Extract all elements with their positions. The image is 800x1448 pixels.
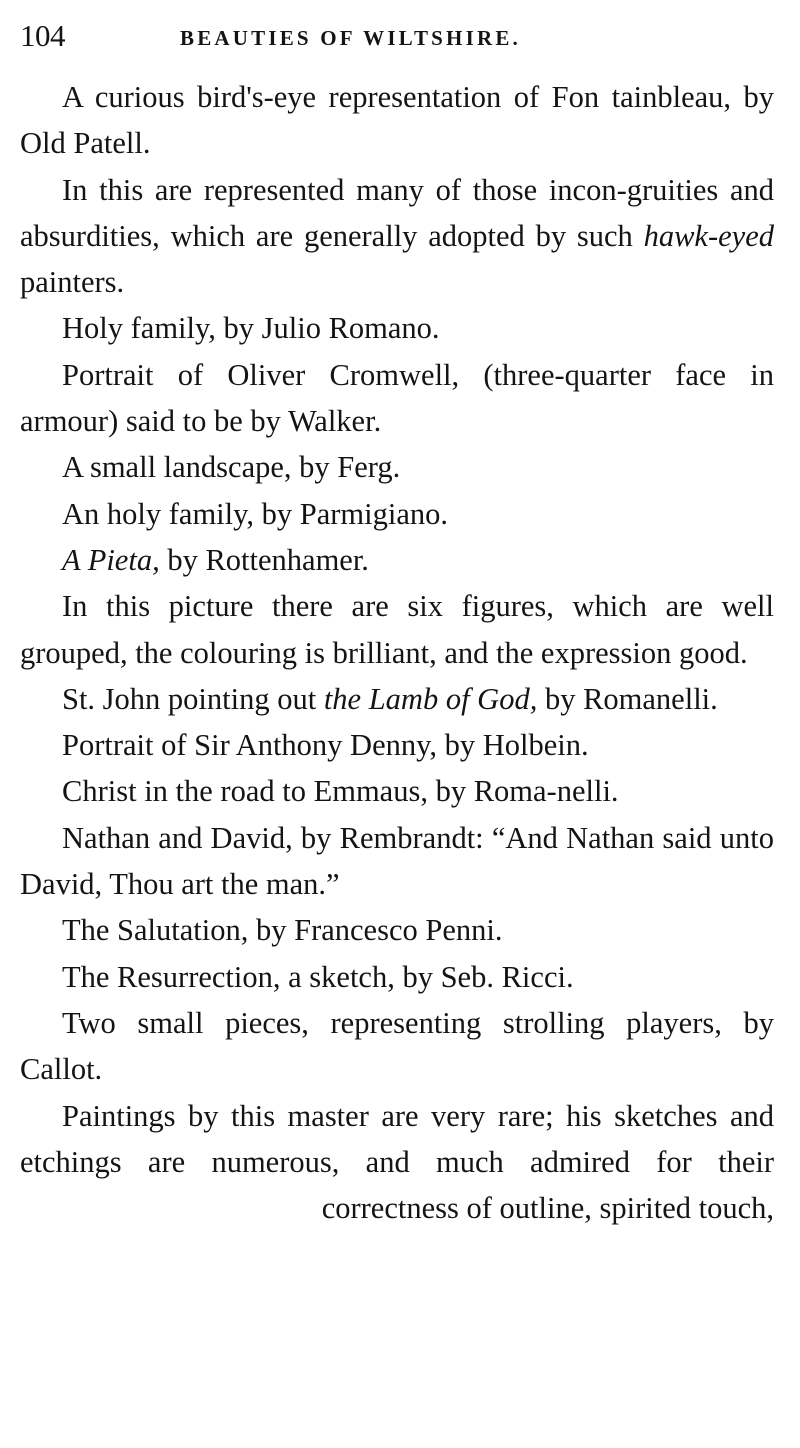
- paragraph: [20, 305, 774, 351]
- paragraph: [20, 352, 774, 445]
- text-run: Holy family, by Julio Romano.: [62, 311, 440, 346]
- text-run: Two small pieces, representing strolling players, by Callot.: [20, 1005, 774, 1087]
- text-run: Portrait of Sir Anthony Denny, by Holbein.: [62, 728, 589, 763]
- paragraph: [20, 583, 774, 676]
- page-number: 104: [20, 18, 65, 53]
- paragraph: [20, 537, 774, 583]
- text-run: The Salutation, by Francesco Penni.: [62, 913, 503, 948]
- text-run: The Resurrection, a sketch, by Seb. Ricci.: [62, 959, 574, 994]
- paragraph: [20, 1000, 774, 1093]
- paragraph: [20, 907, 774, 953]
- book-page: [20, 0, 774, 1448]
- paragraph: [20, 167, 774, 306]
- paragraph: [20, 676, 774, 722]
- paragraph: [20, 768, 774, 814]
- text-run: A small landscape, by Ferg.: [62, 450, 401, 485]
- text-run: In this picture there are six figures, which are well grouped, the colouring is brilliant, and the expression good.: [20, 589, 774, 670]
- italic-text-run: the Lamb of God,: [323, 681, 538, 716]
- paragraph: [20, 444, 774, 490]
- body-text: [20, 74, 774, 1231]
- page-header: [20, 14, 774, 58]
- running-title: BEAUTIES OF WILTSHIRE.: [180, 26, 521, 50]
- italic-text-run: A Pieta,: [62, 542, 160, 577]
- paragraph: [20, 1093, 774, 1232]
- paragraph: [20, 722, 774, 768]
- text-run: Paintings by this master are very rare; his sketches and etchings are numerous, and much admired for their correctness of outline, spirited touch,: [20, 1098, 774, 1226]
- text-run: Nathan and David, by Rembrandt: “And Nathan said unto David, Thou art the man.”: [20, 820, 774, 902]
- paragraph: [20, 954, 774, 1000]
- paragraph: [20, 74, 774, 167]
- text-run: In this are represented many of those incon-gruities and absurdities, which are generally adopted by such: [20, 172, 774, 253]
- text-run: by Rottenhamer.: [159, 542, 369, 577]
- text-run: painters.: [20, 265, 125, 300]
- text-run: A curious bird's-eye representation of Fon tainbleau, by Old Patell.: [20, 80, 774, 161]
- text-run: An holy family, by Parmigiano.: [62, 496, 449, 531]
- text-run: Christ in the road to Emmaus, by Roma-nelli.: [62, 774, 619, 809]
- paragraph: [20, 815, 774, 908]
- paragraph: [20, 491, 774, 537]
- italic-text-run: hawk-eyed: [643, 218, 774, 253]
- text-run: Portrait of Oliver Cromwell, (three-quarter face in armour) said to be by Walker.: [20, 357, 774, 439]
- text-run: by Romanelli.: [537, 681, 718, 716]
- text-run: St. John pointing out: [62, 681, 324, 716]
